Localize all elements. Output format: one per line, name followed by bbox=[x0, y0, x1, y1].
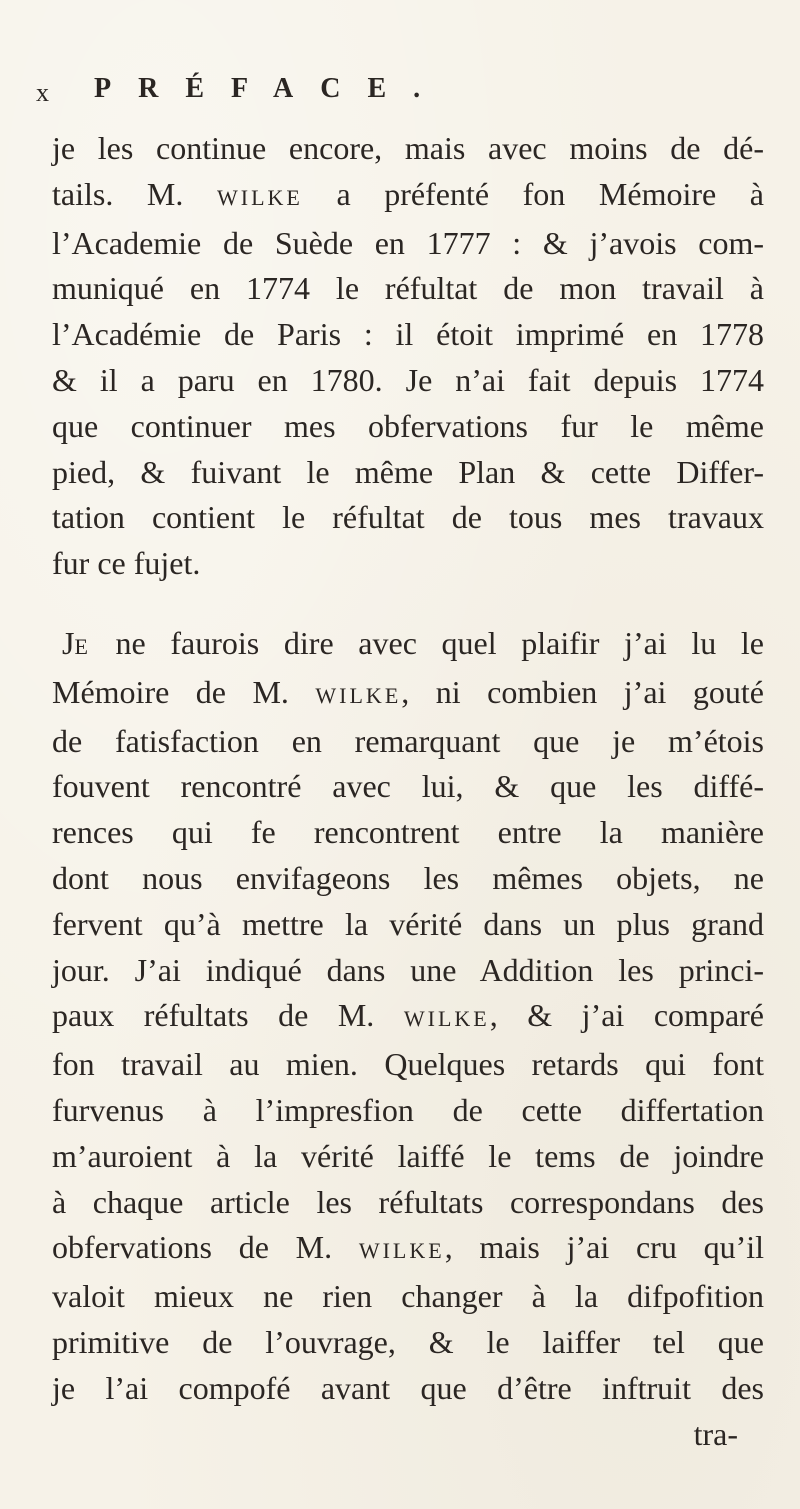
text-run: obfervations de M. bbox=[52, 1229, 359, 1266]
small-caps-name: WILKE bbox=[403, 1006, 490, 1032]
text-line bbox=[52, 1180, 764, 1226]
page-header bbox=[0, 74, 800, 114]
text-line bbox=[52, 541, 764, 587]
text-run: paux réfultats de M. bbox=[52, 997, 404, 1034]
text-run: furvenus à l’impresfion de cette differtation bbox=[52, 1091, 764, 1128]
text-line bbox=[52, 856, 764, 902]
text-run: l’Academie de Suède en 1777 : & j’avois com- bbox=[52, 224, 764, 261]
text-line bbox=[52, 126, 764, 172]
text-run: à chaque article les réfultats correspondans des bbox=[52, 1183, 764, 1220]
small-caps-name: WILKE bbox=[358, 1238, 445, 1264]
text-line bbox=[52, 221, 764, 267]
text-run: , mais j’ai cru qu’il bbox=[444, 1229, 765, 1266]
text-run: , ni combien j’ai gouté bbox=[401, 673, 765, 710]
text-line bbox=[52, 1225, 764, 1274]
text-line bbox=[52, 1042, 764, 1088]
catchword bbox=[52, 1412, 764, 1458]
small-caps-name: WILKE bbox=[315, 682, 402, 708]
text-line bbox=[52, 621, 764, 670]
small-caps-name: E bbox=[74, 633, 91, 659]
body-text bbox=[52, 126, 764, 1457]
text-line bbox=[52, 948, 764, 994]
text-run: je l’ai compofé avant que d’être inftruit des bbox=[52, 1369, 764, 1406]
text-run: valoit mieux ne rien changer à la difpofition bbox=[52, 1278, 764, 1315]
text-run: , & j’ai comparé bbox=[489, 997, 765, 1034]
text-line bbox=[52, 266, 764, 312]
text-run: a préfenté fon Mémoire à bbox=[302, 175, 765, 212]
text-line bbox=[52, 404, 764, 450]
running-head: PRÉFACE. bbox=[94, 73, 448, 104]
text-line bbox=[52, 312, 764, 358]
text-line bbox=[52, 358, 764, 404]
text-line bbox=[52, 1274, 764, 1320]
text-line bbox=[52, 1088, 764, 1134]
text-run: ne faurois dire avec quel plaifir j’ai lu le bbox=[90, 624, 764, 661]
text-run: tra- bbox=[693, 1415, 738, 1452]
text-run: muniqué en 1774 le réfultat de mon travail à bbox=[52, 270, 764, 307]
text-run: rences qui fe rencontrent entre la manière bbox=[52, 814, 764, 851]
text-run: fervent qu’à mettre la vérité dans un plus grand bbox=[52, 905, 764, 942]
text-run: & il a paru en 1780. Je n’ai fait depuis 1774 bbox=[52, 361, 764, 398]
text-run: pied, & fuivant le même Plan & cette Differ- bbox=[52, 453, 764, 490]
text-run: que continuer mes obfervations fur le même bbox=[52, 407, 764, 444]
paragraph bbox=[52, 126, 764, 587]
text-run: tails. M. bbox=[52, 175, 217, 212]
text-line bbox=[52, 670, 764, 719]
text-run: fur ce fujet. bbox=[52, 545, 201, 582]
text-run: l’Académie de Paris : il étoit imprimé en 1778 bbox=[52, 316, 764, 353]
text-run: dont nous envifageons les mêmes objets, ne bbox=[52, 859, 764, 896]
text-line bbox=[52, 764, 764, 810]
text-run: m’auroient à la vérité laiffé le tems de joindre bbox=[52, 1137, 764, 1174]
text-line bbox=[52, 810, 764, 856]
text-line bbox=[52, 1134, 764, 1180]
text-run: jour. J’ai indiqué dans une Addition les princi- bbox=[52, 951, 764, 988]
text-run: tation contient le réfultat de tous mes travaux bbox=[52, 499, 764, 536]
text-run: fouvent rencontré avec lui, & que les diffé- bbox=[52, 768, 764, 805]
text-run: je les continue encore, mais avec moins de dé- bbox=[52, 130, 764, 166]
text-line bbox=[52, 450, 764, 496]
text-line bbox=[52, 1320, 764, 1366]
text-run: fon travail au mien. Quelques retards qui font bbox=[52, 1046, 764, 1083]
text-line bbox=[52, 1366, 764, 1412]
text-line bbox=[52, 719, 764, 765]
text-line bbox=[52, 902, 764, 948]
text-run: de fatisfaction en remarquant que je m’étois bbox=[52, 722, 764, 759]
text-run: primitive de l’ouvrage, & le laiffer tel que bbox=[52, 1323, 764, 1360]
text-line bbox=[52, 172, 764, 221]
paragraph bbox=[52, 621, 764, 1457]
page-number: x bbox=[36, 78, 49, 107]
text-line bbox=[52, 993, 764, 1042]
text-run: Mémoire de M. bbox=[52, 673, 316, 710]
text-line bbox=[52, 495, 764, 541]
small-caps-name: WILKE bbox=[216, 184, 303, 210]
text-run: J bbox=[62, 624, 75, 661]
